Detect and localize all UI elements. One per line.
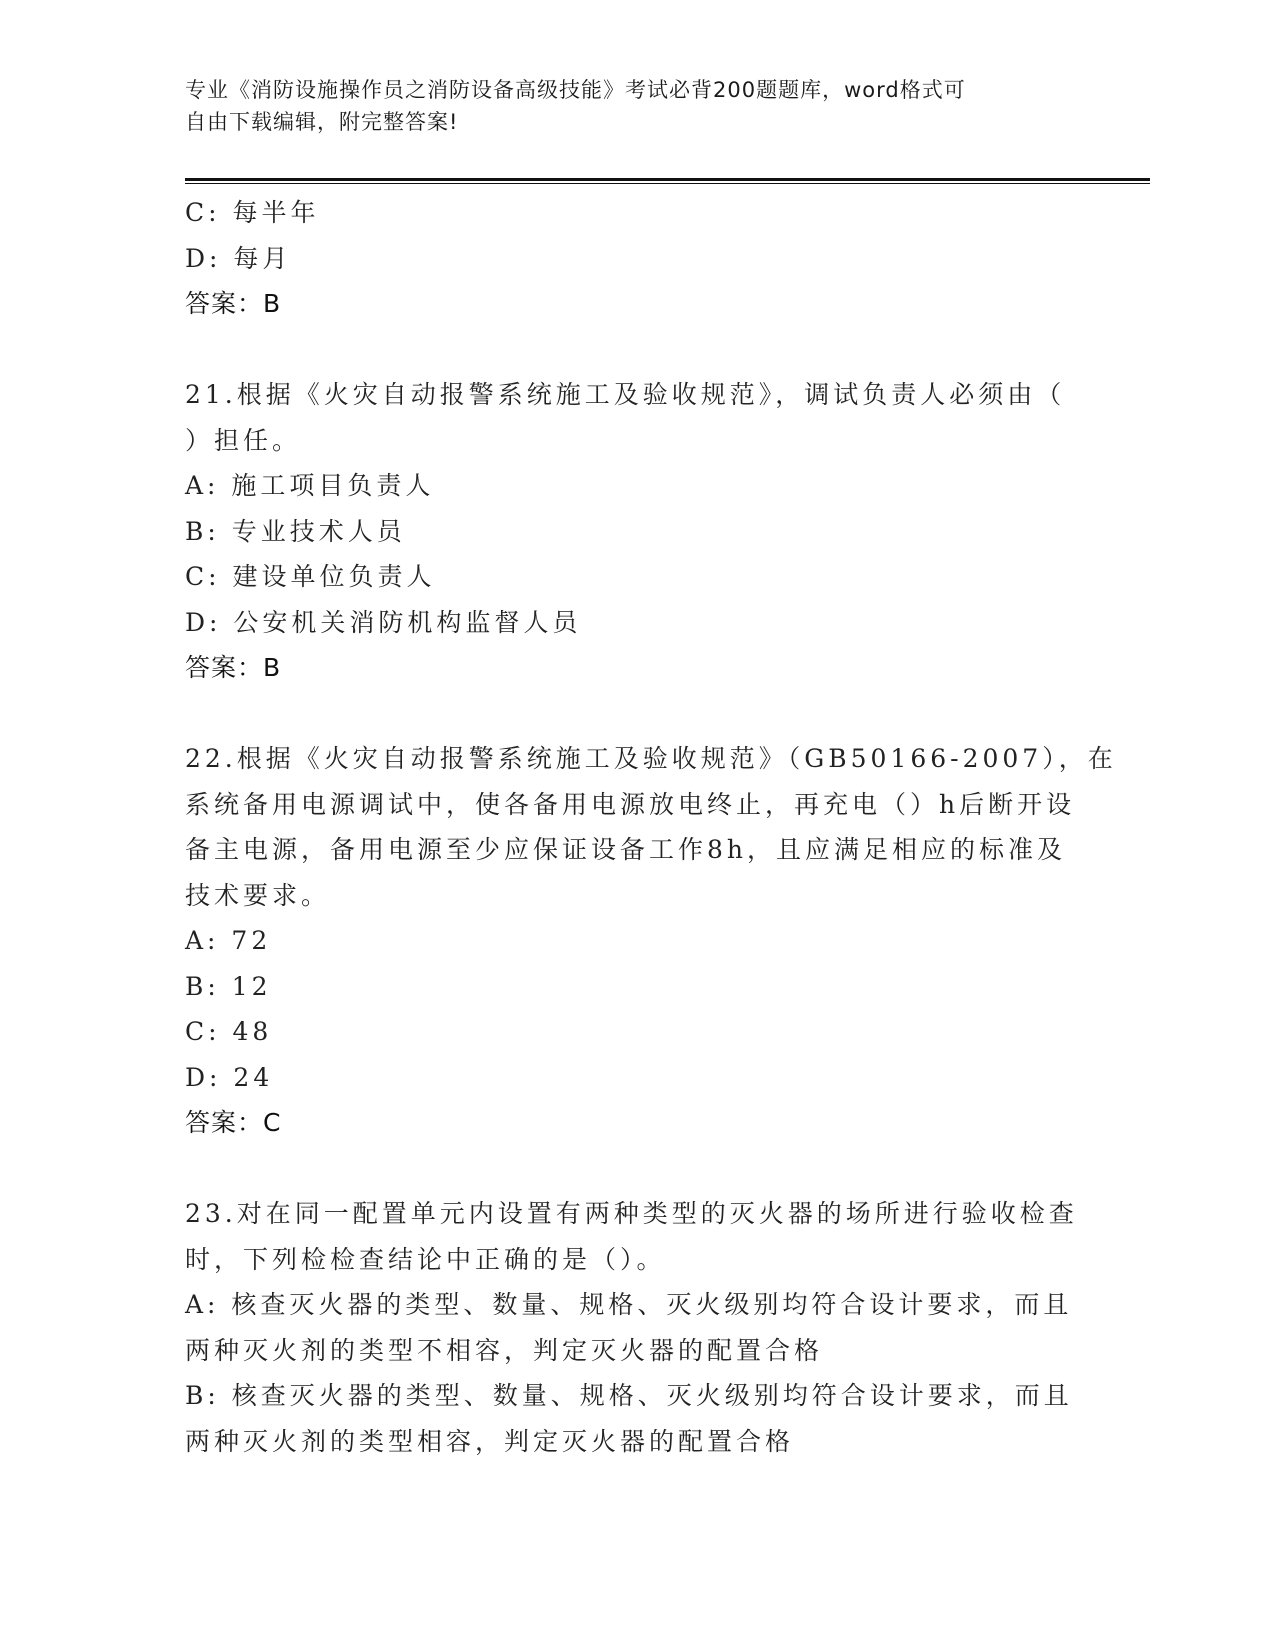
- answer-line: 答案：B: [185, 653, 282, 682]
- option-d: D: 公安机关消防机构监督人员: [185, 607, 582, 637]
- question-content: [185, 190, 1117, 1464]
- header-line-2: 自由下载编辑，附完整答案!: [185, 110, 459, 134]
- question-22: [185, 736, 1117, 1146]
- spacer: [185, 327, 1085, 373]
- option-c: C: 每半年: [185, 198, 320, 227]
- header-divider-thin: [185, 183, 1150, 184]
- question-stem: 23.对在同一配置单元内设置有两种类型的灭火器的场所进行验收检查: [185, 1199, 1078, 1228]
- question-stem: 技术要求。: [185, 880, 331, 910]
- header-divider-thick: [185, 178, 1150, 181]
- document-header: [185, 74, 1085, 138]
- option-d: D: 24: [185, 1062, 274, 1092]
- option-a: A: 核查灭火器的类型、数量、规格、灭火级别均符合设计要求，而且: [185, 1290, 1073, 1319]
- question-20-tail: [185, 190, 1085, 327]
- option-b: B: 专业技术人员: [185, 516, 406, 546]
- spacer: [185, 691, 1085, 737]
- option-c: C: 建设单位负责人: [185, 562, 436, 591]
- option-a: A: 72: [185, 926, 272, 955]
- answer-line: 答案：B: [185, 289, 282, 318]
- question-23: [185, 1191, 1085, 1464]
- question-stem: 22.根据《火灾自动报警系统施工及验收规范》（GB50166-2007），在: [185, 744, 1117, 773]
- option-b-continued: 两种灭火剂的类型相容，判定灭火器的配置合格: [185, 1426, 795, 1456]
- option-b: B: 12: [185, 971, 272, 1001]
- option-c: C: 48: [185, 1017, 273, 1046]
- header-line-1: 专业《消防设施操作员之消防设备高级技能》考试必背200题题库，word格式可: [185, 78, 966, 102]
- question-stem: ）担任。: [185, 425, 302, 455]
- option-b: B: 核查灭火器的类型、数量、规格、灭火级别均符合设计要求，而且: [185, 1381, 1073, 1410]
- option-a: A: 施工项目负责人: [185, 471, 435, 500]
- question-stem: 备主电源，备用电源至少应保证设备工作8h，且应满足相应的标准及: [185, 835, 1067, 864]
- question-stem: 21.根据《火灾自动报警系统施工及验收规范》，调试负责人必须由（: [185, 380, 1066, 409]
- question-stem: 时，下列检检查结论中正确的是（）。: [185, 1244, 666, 1274]
- answer-line: 答案：C: [185, 1108, 282, 1137]
- question-stem: 系统备用电源调试中，使各备用电源放电终止，再充电（）h后断开设: [185, 789, 1076, 819]
- question-21: [185, 372, 1085, 691]
- option-d: D: 每月: [185, 243, 292, 273]
- option-a-continued: 两种灭火剂的类型不相容，判定灭火器的配置合格: [185, 1335, 824, 1365]
- spacer: [185, 1146, 1085, 1192]
